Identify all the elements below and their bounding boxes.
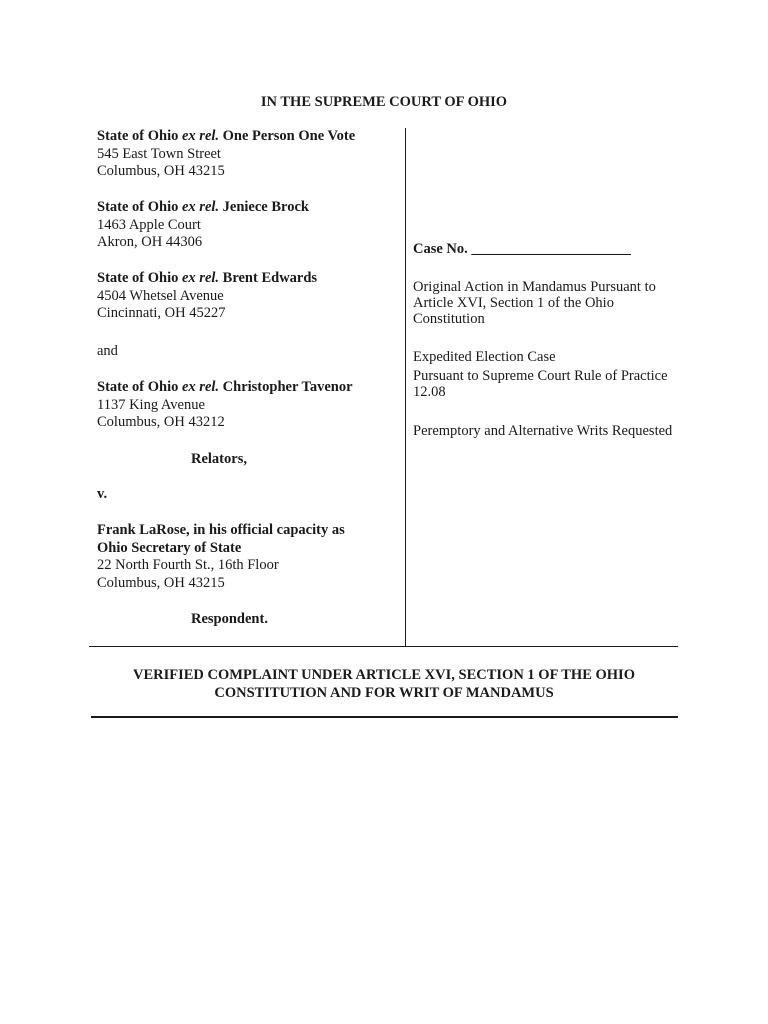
respondent-label: Respondent.	[191, 611, 268, 627]
relator-address-line: 1463 Apple Court	[97, 216, 201, 233]
relator-city-line: Cincinnati, OH 45227	[97, 305, 226, 322]
relator-city-line: Columbus, OH 43215	[97, 163, 225, 180]
document-title	[90, 666, 678, 702]
respondent-name-line-2: Ohio Secretary of State	[97, 539, 242, 556]
relator-name: State of Ohio ex rel. Jeniece Brock	[97, 199, 309, 215]
caption-bottom-divider	[89, 646, 678, 647]
relator-name: State of Ohio ex rel. Christopher Tavenor	[97, 379, 353, 395]
relator-city-line: Akron, OH 44306	[97, 234, 203, 251]
relator-address-line: 4504 Whetsel Avenue	[97, 287, 224, 304]
and-connector: and	[97, 343, 118, 359]
action-description: Original Action in Mandamus Pursuant to Article XVI, Section 1 of the Ohio Constitution	[413, 279, 656, 327]
title-bottom-rule	[91, 716, 678, 718]
court-rule-reference: Pursuant to Supreme Court Rule of Practice 12.08	[413, 368, 668, 400]
relator-address-line: 545 East Town Street	[97, 145, 221, 162]
relator-name: State of Ohio ex rel. Brent Edwards	[97, 270, 318, 286]
versus-label: v.	[97, 486, 108, 502]
expedited-election-case: Expedited Election Case	[413, 349, 556, 365]
relators-label: Relators,	[191, 451, 247, 467]
respondent-city-line: Columbus, OH 43215	[97, 574, 225, 591]
relator-jeniece-brock	[97, 199, 309, 252]
relator-christopher-tavenor	[97, 379, 353, 432]
relator-city-line: Columbus, OH 43212	[97, 414, 225, 431]
relator-address-line: 1137 King Avenue	[97, 396, 205, 413]
case-number: Case No. ______________________	[413, 241, 631, 257]
respondent-address-line: 22 North Fourth St., 16th Floor	[97, 557, 279, 574]
court-title: IN THE SUPREME COURT OF OHIO	[260, 94, 508, 110]
relator-name: State of Ohio ex rel. One Person One Vote	[97, 128, 356, 144]
respondent-block	[97, 522, 345, 592]
relator-one-person-one-vote	[97, 128, 355, 181]
document-title-line-1: VERIFIED COMPLAINT UNDER ARTICLE XVI, SECTION 1 OF THE OHIO	[133, 667, 635, 683]
document-title-line-2: CONSTITUTION AND FOR WRIT OF MANDAMUS	[214, 685, 554, 701]
case-caption	[89, 128, 678, 647]
relator-brent-edwards	[97, 270, 317, 323]
caption-vertical-divider	[405, 128, 406, 647]
writs-requested: Peremptory and Alternative Writs Requested	[413, 423, 673, 439]
respondent-name-line-1: Frank LaRose, in his official capacity as	[97, 522, 345, 538]
